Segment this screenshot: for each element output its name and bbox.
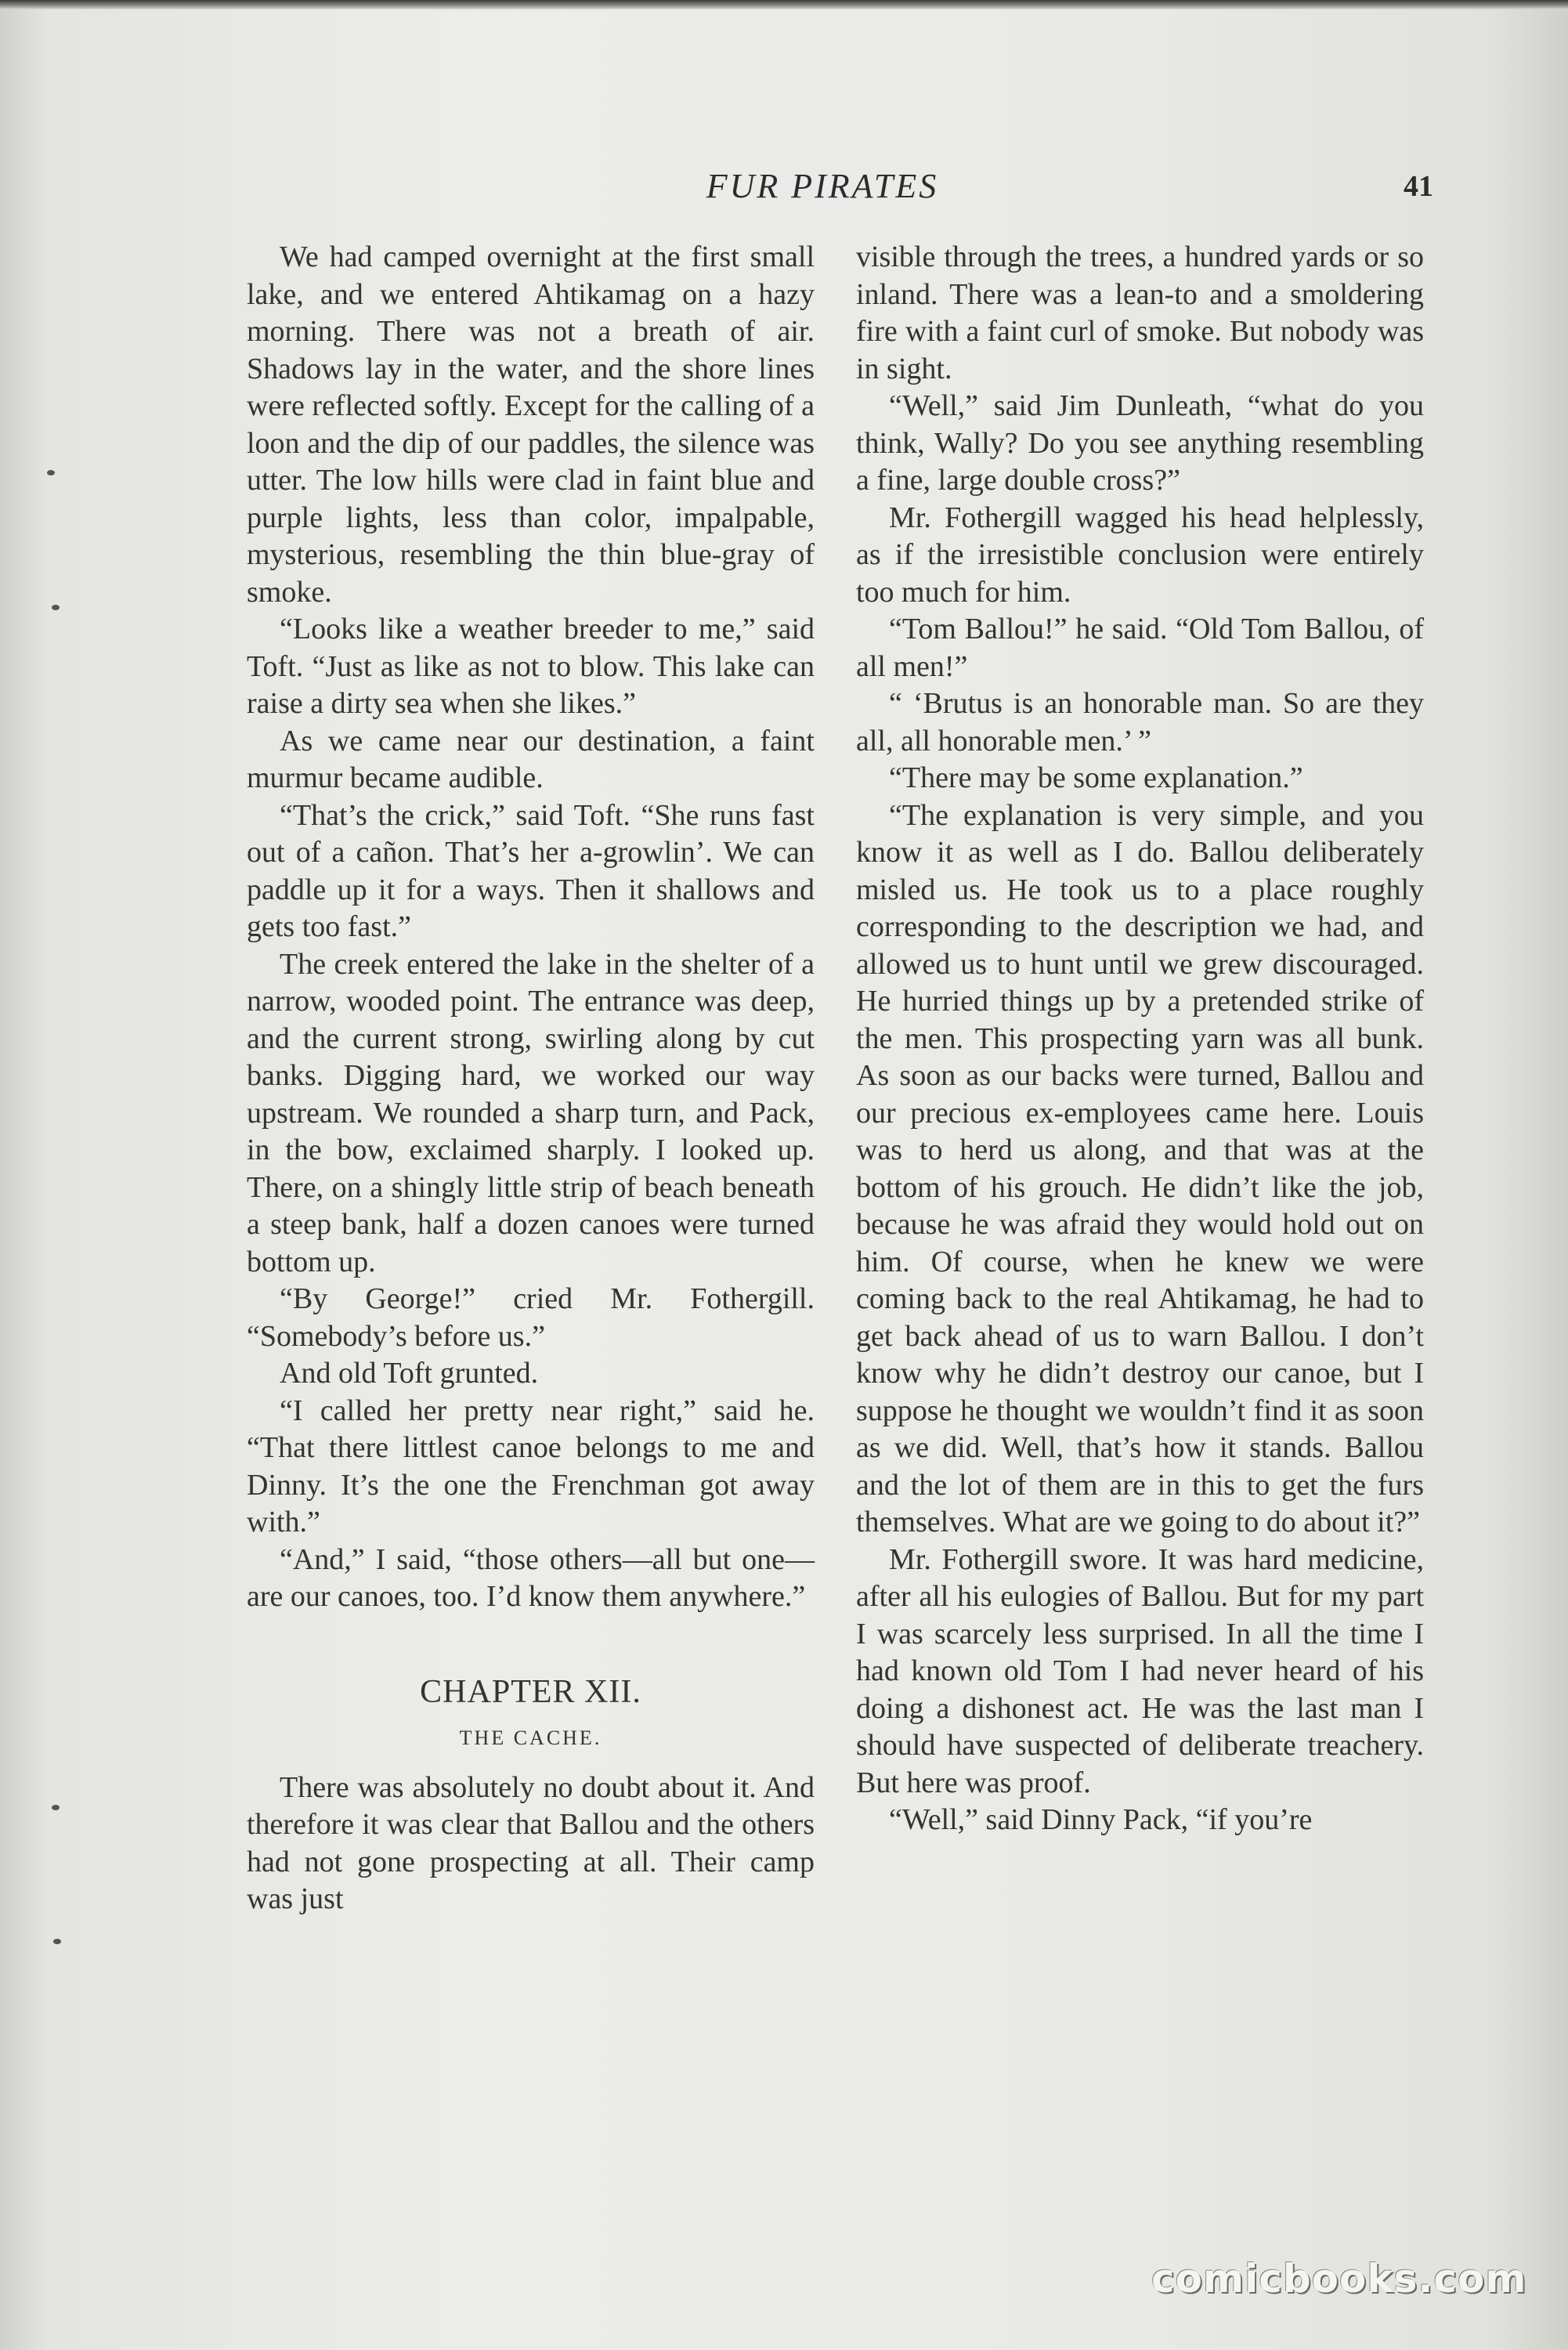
paragraph: We had camped overnight at the first small lake, and we entered Ahtikamag on a hazy morning. There was not a breath of air. Shadows lay in the water, and the shore lines were reflected softly. Except for the calling of a loon and the dip of our paddles, the silence was utter. The low hills were clad in faint blue and purple lights, less than color, impalpable, mysterious, resembling the thin blue-gray of smoke.	[247, 240, 815, 609]
left-column	[247, 239, 815, 1918]
running-title: FUR PIRATES	[706, 167, 939, 205]
paragraph: The creek entered the lake in the shelter of a narrow, wooded point. The entrance was deep, and the current strong, swirling along by cut banks. Digging hard, we worked our way upstream. We rounded a sharp turn, and Pack, in the bow, exclaimed sharply. I looked up. There, on a shingly little strip of beach beneath a steep bank, half a dozen canoes were turned bottom up.	[247, 947, 815, 1278]
paragraph: “There may be some explanation.”	[889, 761, 1303, 794]
page-top-edge	[0, 0, 1568, 9]
binding-hole-mark	[53, 1939, 61, 1944]
watermark-logo: comicbooks.com	[1151, 2256, 1527, 2301]
chapter-subtitle: THE CACHE.	[459, 1726, 602, 1749]
paragraph-continuation: visible through the trees, a hundred yards or so inland. There was a lean-to and a smoldering fire with a faint curl of smoke. But nobody was in sight.	[856, 240, 1424, 385]
right-column	[856, 239, 1424, 1839]
binding-hole-mark	[52, 1805, 60, 1810]
paragraph: “Tom Ballou!” he said. “Old Tom Ballou, of all men!”	[856, 613, 1424, 683]
paragraph: Mr. Fothergill wagged his head helplessly, as if the irresistible conclusion were entirely too much for him.	[856, 501, 1424, 609]
paragraph: “By George!” cried Mr. Fothergill. “Somebody’s before us.”	[247, 1282, 815, 1353]
paragraph: “Looks like a weather breeder to me,” said Toft. “Just as like as not to blow. This lake can raise a dirty sea when she likes.”	[247, 613, 815, 720]
binding-hole-mark	[47, 470, 55, 475]
paragraph: “That’s the crick,” said Toft. “She runs fast out of a cañon. That’s her a-growlin’. We can paddle up it for a ways. Then it shallows and gets too fast.”	[247, 798, 815, 943]
paragraph: “Well,” said Dinny Pack, “if you’re	[889, 1803, 1313, 1836]
paragraph: And old Toft grunted.	[280, 1357, 539, 1390]
page-number: 41	[1404, 170, 1433, 203]
paragraph: “ ‘Brutus is an honorable man. So are they all, all honorable men.’ ”	[856, 687, 1424, 757]
paragraph: “I called her pretty near right,” said he. “That there littlest canoe belongs to me and Dinny. It’s the one the Frenchman got away with.”	[247, 1394, 815, 1538]
paragraph: As we came near our destination, a faint murmur became audible.	[247, 724, 815, 794]
paragraph: “And,” I said, “those others—all but one—are our canoes, too. I’d know them anywhere.”	[247, 1542, 815, 1613]
running-head	[0, 166, 1568, 221]
paragraph: Mr. Fothergill swore. It was hard medicine, after all his eulogies of Ballou. But for my part I was scarcely less surprised. In all the time I had known old Tom I had never heard of his doing a dishonest act. He was the last man I should have suspected of deliberate treachery. But here was proof.	[856, 1542, 1424, 1799]
paragraph: “Well,” said Jim Dunleath, “what do you think, Wally? Do you see anything resembling a fine, large double cross?”	[856, 389, 1424, 497]
chapter-heading: CHAPTER XII.	[420, 1673, 641, 1710]
binding-hole-mark	[52, 605, 60, 610]
paragraph: “The explanation is very simple, and you know it as well as I do. Ballou deliberately misled us. He took us to a place roughly corresponding to the description we had, and allowed us to hunt until we grew discouraged. He hurried things up by a pretended strike of the men. This prospecting yarn was all bunk. As soon as our backs were turned, Ballou and our precious ex-employees came here. Louis was to herd us along, and that was at the bottom of his grouch. He didn’t like the job, because he was afraid they would hold out on him. Of course, when he knew we were coming back to the real Ahtikamag, he had to get back ahead of us to warn Ballou. I don’t know why he didn’t destroy our canoe, but I suppose he thought we wouldn’t find it as soon as we did. Well, that’s how it stands. Ballou and the lot of them are in this to get the furs themselves. What are we going to do about it?”	[856, 798, 1424, 1538]
paragraph: There was absolutely no doubt about it. And therefore it was clear that Ballou and the others had not gone prospecting at all. Their camp was just	[247, 1770, 815, 1915]
